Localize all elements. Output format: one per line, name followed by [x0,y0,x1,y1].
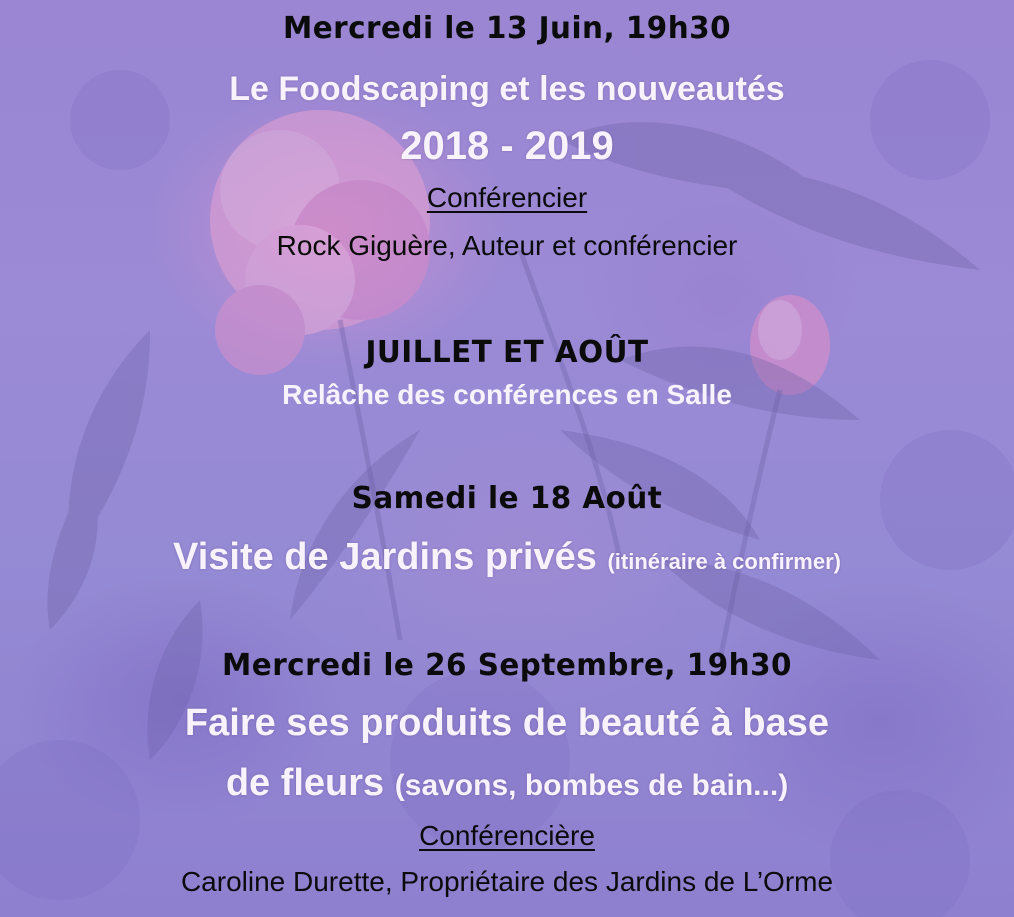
event-4-date: Mercredi le 26 Septembre, 19h30 [222,648,792,683]
event-4-title-line2-row [0,764,1014,802]
event-4-speaker-label: Conférencière [419,820,595,851]
event-3-title-row [0,538,1014,576]
event-1-speaker-label: Conférencier [426,182,588,213]
event-1-date: Mercredi le 13 Juin, 19h30 [282,11,732,46]
event-1-title-line1: Le Foodscaping et les nouveautés [229,70,785,108]
event-3-date: Samedi le 18 Août [351,481,663,516]
event-2-note: Relâche des conférences en Salle [282,379,732,410]
event-4-speaker-name: Caroline Durette, Propriétaire des Jardins de L’Orme [180,866,834,897]
event-4-title-note: (savons, bombes de bain...) [394,769,789,802]
event-4-title-line2: de fleurs [225,762,385,804]
event-3-title-note: (itinéraire à confirmer) [607,549,841,574]
event-3-title: Visite de Jardins privés [173,536,597,578]
event-4-title-line1: Faire ses produits de beauté à base [184,702,830,744]
event-1-speaker-name: Rock Giguère, Auteur et conférencier [276,230,738,261]
event-1-title-line2: 2018 - 2019 [400,124,614,168]
event-2-date: JUILLET ET AOÛT [365,335,649,370]
